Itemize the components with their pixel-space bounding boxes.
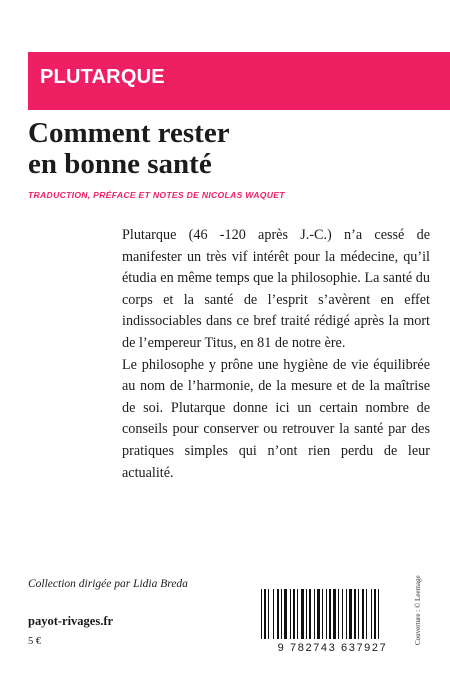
barcode-bar [329, 589, 331, 639]
book-description [122, 225, 430, 484]
barcode-bar [326, 589, 327, 639]
barcode-bar [264, 589, 266, 639]
barcode-bar [349, 589, 352, 639]
barcode-bar [354, 589, 356, 639]
book-title [28, 118, 230, 180]
barcode-bar [342, 589, 343, 639]
barcode-bar [366, 589, 367, 639]
barcode-bar [277, 589, 279, 639]
barcode-bar [301, 589, 304, 639]
barcode-bar [306, 589, 307, 639]
book-title-line-1: Comment rester [28, 117, 230, 149]
collection-editor: Collection dirigée par Lidia Breda [28, 578, 188, 590]
barcode-bar [374, 589, 376, 639]
barcode-bar [358, 589, 359, 639]
barcode-bar [281, 589, 282, 639]
barcode-bars [251, 587, 414, 643]
barcode-bar [322, 589, 323, 639]
barcode-bar [378, 589, 379, 639]
translation-credit: TRADUCTION, PRÉFACE ET NOTES DE NICOLAS WAQUET [28, 190, 285, 200]
cover-credit: Couverture : © Leemage [414, 575, 422, 645]
barcode-number: 9 782743 637927 [277, 642, 388, 654]
barcode-bar [317, 589, 320, 639]
barcode-bar [284, 589, 287, 639]
barcode-bar [293, 589, 295, 639]
price: 5 € [28, 636, 42, 647]
barcode-bar [268, 589, 269, 639]
barcode-bar [261, 589, 262, 639]
author-banner [28, 52, 450, 110]
book-title-line-2: en bonne santé [28, 148, 212, 180]
barcode-bar [290, 589, 291, 639]
barcode-bar [314, 589, 315, 639]
barcode-bar [346, 589, 347, 639]
barcode-bar [371, 589, 372, 639]
barcode-bar [297, 589, 298, 639]
barcode-bar [333, 589, 336, 639]
barcode-bar [338, 589, 339, 639]
barcode-bar [309, 589, 311, 639]
author-name: PLUTARQUE [40, 66, 165, 88]
isbn-barcode [251, 587, 414, 661]
barcode-bar [273, 589, 274, 639]
description-paragraph-1: Plutarque (46 -120 après J.-C.) n’a cessé de manifester un très vif intérêt pour la médecine, qu’il étudia en même temps que la philosophie. La santé du corps et la santé de l’esprit s’avèrent en effet indissociables dans ce bref traité rédigé après la mort de l’empereur Titus, en 81 de notre ère. [122, 227, 430, 351]
barcode-bar [362, 589, 364, 639]
publisher-website: payot-rivages.fr [28, 614, 114, 628]
description-paragraph-2: Le philosophe y prône une hygiène de vie équilibrée au nom de l’harmonie, de la mesure et de la maîtrise de soi. Plutarque donne ici un certain nombre de conseils pour conserver ou retrouver la santé par des pratiques simples qui n’ont rien perdu de leur actualité. [122, 356, 430, 481]
